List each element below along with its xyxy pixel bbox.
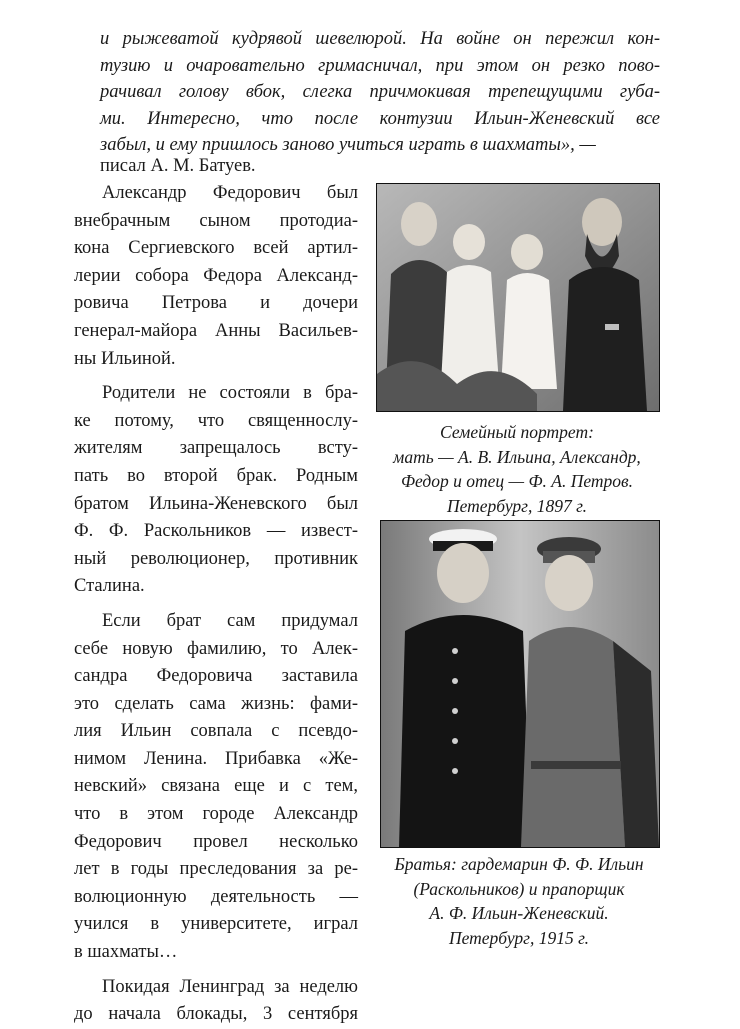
text-line: сандра Федоровича заставила [74,666,358,687]
brothers-photo [380,520,660,848]
text-line: генерал-майора Анны Васильев- [74,320,358,341]
quote-line: ми. Интересно, что после контузии Ильин-Женевский все [100,108,660,129]
quote-line: тузию и очаровательно гримасничал, при этом он резко пово- [100,55,660,76]
quote-attribution: писал А. М. Батуев. [100,156,256,176]
family-portrait-caption [376,420,658,518]
text-line: Родители не состояли в бра- [102,383,358,404]
caption-line: Петербург, 1897 г. [446,495,588,516]
caption-line: А. Ф. Ильин-Женевский. [429,903,609,923]
paragraph [74,380,358,601]
text-line: Александр Федорович был [102,183,358,203]
text-line: лия Ильин совпала с псевдо- [74,721,358,742]
text-line: ке потому, что священнослу- [74,410,358,431]
text-line: Если брат сам придумал [102,610,358,631]
caption-line: Семейный портрет: [440,422,594,442]
text-line: лерии собора Федора Александ- [74,265,358,286]
caption-line: (Раскольников) и прапорщик [413,878,625,899]
text-line: ровича Петрова и дочери [74,293,358,314]
paragraph [74,180,358,373]
text-line: себе новую фамилию, то Алек- [74,638,358,659]
text-line: пать во второй брак. Родным [74,465,358,486]
caption-line: Федор и отец — Ф. А. Петров. [400,471,634,491]
text-line: Сталина. [74,576,145,597]
text-line: нимом Ленина. Прибавка «Же- [74,748,358,769]
text-line: волюционную деятельность — [74,886,358,907]
text-line: Ф. Ф. Раскольников — извест- [74,521,358,542]
paragraph [74,974,358,1029]
text-line: это сделать сама жизнь: фами- [74,693,358,714]
text-line: в шахматы… [74,942,178,963]
family-portrait-photo [376,183,660,412]
caption-line: мать — А. В. Ильина, Александр, [393,446,641,467]
text-line: до начала блокады, 3 сентября [74,1004,358,1025]
caption-line: Братья: гардемарин Ф. Ф. Ильин [394,854,644,874]
family-portrait-image [377,184,659,411]
text-line: кона Сергиевского всей артил- [74,238,358,259]
paragraph [74,608,358,967]
quote-block [100,26,660,159]
text-line: Федорович провел несколько [74,831,358,852]
text-line: учился в университете, играл [74,914,358,935]
text-line: ный революционер, противник [74,548,358,569]
body-text-column [74,180,358,1029]
quote-line: забыл, и ему пришлось заново учиться играть в шахматы», — [100,135,596,155]
text-line: внебрачным сыном протодиа- [74,210,358,231]
text-line: ны Ильиной. [74,348,176,369]
caption-line: Петербург, 1915 г. [448,927,590,948]
quote-line: рачивал голову вбок, слегка причмокивая трепещущими губа- [100,82,660,102]
brothers-image [381,521,659,847]
text-line: что в этом городе Александр [74,804,358,825]
text-line: жителям запрещалось всту- [74,438,358,459]
quote-line: и рыжеватой кудрявой шевелюрой. На войне он пережил кон- [100,29,660,49]
brothers-photo-caption [376,852,662,950]
text-line: невский» связана еще и с тем, [74,776,358,797]
text-line: братом Ильина-Женевского был [74,493,358,514]
text-line: лет в годы преследования за ре- [74,859,358,880]
text-line: Покидая Ленинград за неделю [102,976,358,997]
